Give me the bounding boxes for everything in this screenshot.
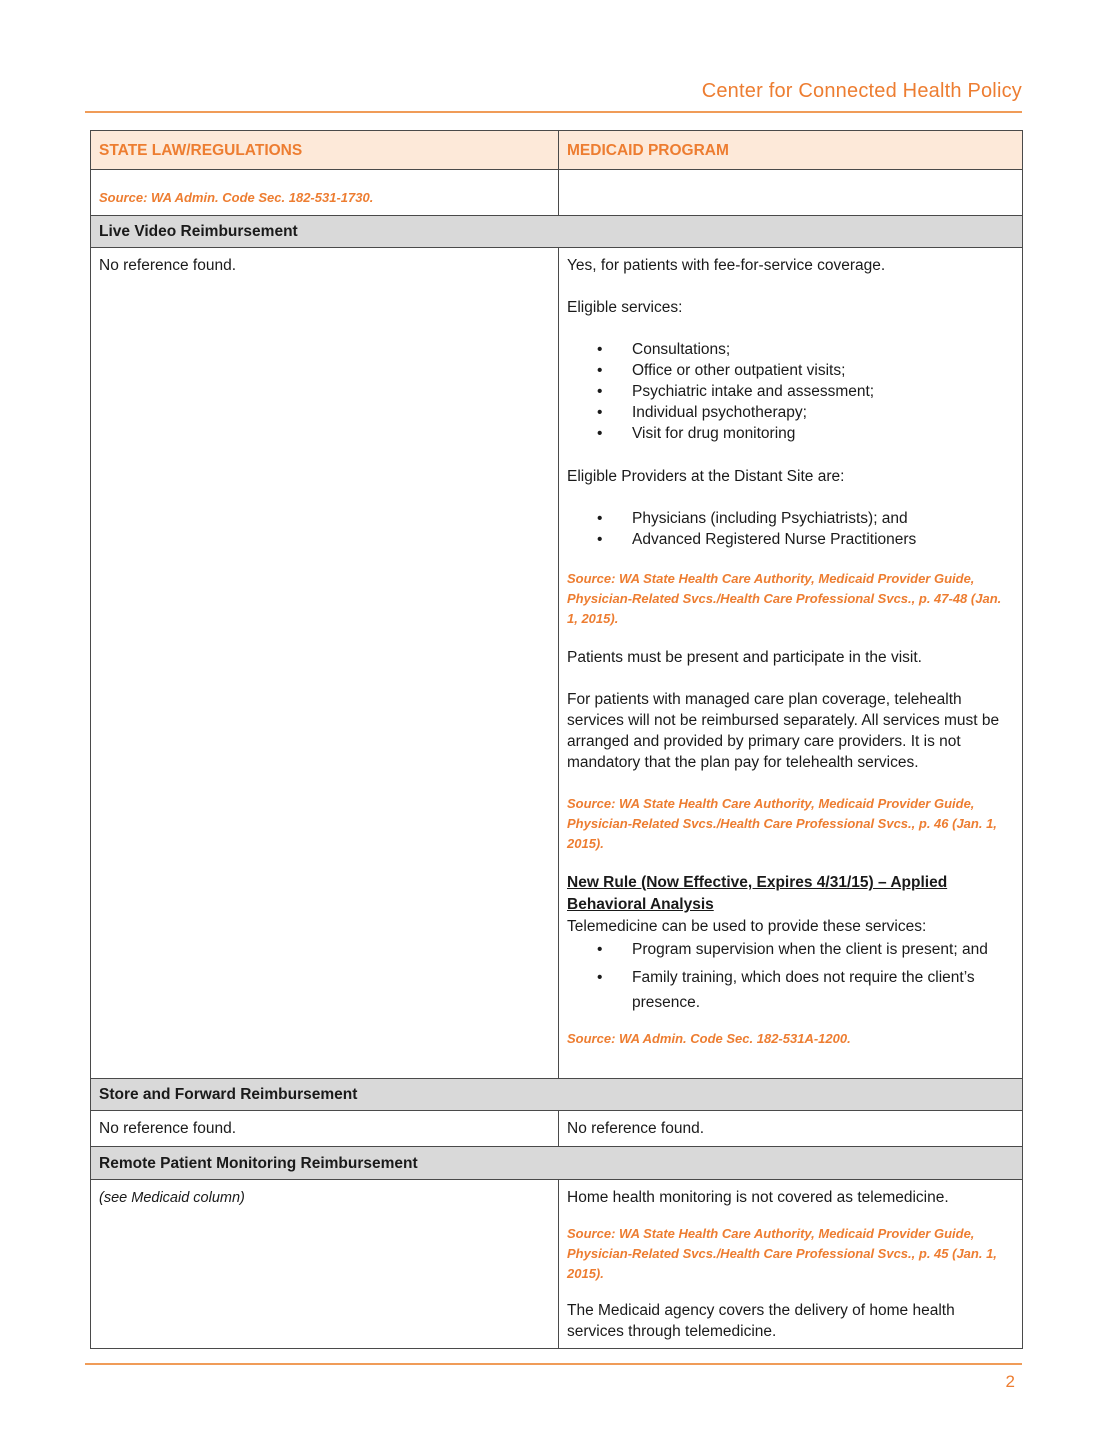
remote-monitoring-state-cell <box>91 1180 558 1348</box>
section-band-remote-monitoring <box>91 1146 1022 1179</box>
source-citation: Source: WA State Health Care Authority, Medicaid Provider Guide, Physician-Related Svcs./Health Care Professional Svcs., p. 47-48 (Jan. 1, 2015). <box>567 571 1002 626</box>
store-forward-row <box>91 1110 1022 1146</box>
bullet-icon: • <box>597 404 603 421</box>
source-citation: Source: WA Admin. Code Sec. 182-531A-1200. <box>567 1031 851 1046</box>
list-item <box>567 339 1014 360</box>
list-item-text: Consultations; <box>632 341 731 358</box>
list-item <box>567 508 1014 529</box>
state-text: No reference found. <box>99 257 237 274</box>
policy-table <box>90 130 1023 1349</box>
remote-monitoring-medicaid-cell <box>558 1180 1022 1348</box>
live-video-row <box>91 247 1022 1078</box>
bullet-icon: • <box>597 941 603 958</box>
section-band-label: Store and Forward Reimbursement <box>99 1086 358 1103</box>
section-band-label: Remote Patient Monitoring Reimbursement <box>99 1154 418 1172</box>
eligible-services-list <box>567 339 1014 444</box>
medicaid-paragraph: Yes, for patients with fee-for-service coverage. <box>567 257 886 274</box>
list-item-text: Family training, which does not require the client’s presence. <box>632 969 975 1011</box>
intro-source-row <box>91 169 1022 215</box>
bullet-icon: • <box>597 341 603 358</box>
bullet-icon: • <box>597 531 603 548</box>
bullet-icon: • <box>597 510 603 527</box>
list-item-text: Office or other outpatient visits; <box>632 362 846 379</box>
table-header-row <box>91 131 1022 169</box>
source-citation: Source: WA State Health Care Authority, Medicaid Provider Guide, Physician-Related Svcs./Health Care Professional Svcs., p. 45 (Jan. 1, 2015). <box>567 1226 997 1281</box>
bullet-icon: • <box>597 425 603 442</box>
state-text: (see Medicaid column) <box>99 1190 245 1206</box>
source-citation: Source: WA State Health Care Authority, Medicaid Provider Guide, Physician-Related Svcs./Health Care Professional Svcs., p. 46 (Jan. 1, 2015). <box>567 796 997 851</box>
list-item <box>567 937 1014 962</box>
bullet-icon: • <box>597 383 603 400</box>
list-item <box>567 360 1014 381</box>
new-rule-heading: New Rule (Now Effective, Expires 4/31/15) – Applied Behavioral Analysis <box>567 874 948 913</box>
medicaid-paragraph: Home health monitoring is not covered as telemedicine. <box>567 1189 949 1206</box>
section-band-live-video <box>91 215 1022 247</box>
intro-state-cell <box>91 170 558 215</box>
header-divider-line <box>85 111 1022 113</box>
page-number: 2 <box>1005 1372 1015 1391</box>
source-citation: Source: WA Admin. Code Sec. 182-531-1730. <box>99 190 374 205</box>
document-header-title: Center for Connected Health Policy <box>701 80 1022 102</box>
list-item-text: Individual psychotherapy; <box>632 404 807 421</box>
section-band-label: Live Video Reimbursement <box>99 223 298 240</box>
footer-divider-line <box>85 1363 1022 1365</box>
store-forward-medicaid-cell: No reference found. <box>558 1111 1022 1146</box>
column-header-state-law: STATE LAW/REGULATIONS <box>99 141 303 159</box>
bullet-icon: • <box>597 969 603 986</box>
intro-medicaid-cell <box>558 170 1022 215</box>
list-item <box>567 402 1014 423</box>
remote-monitoring-row <box>91 1179 1022 1348</box>
eligible-providers-list <box>567 508 1014 550</box>
list-item <box>567 381 1014 402</box>
column-header-medicaid: MEDICAID PROGRAM <box>558 131 1022 169</box>
section-band-store-forward <box>91 1078 1022 1110</box>
live-video-medicaid-cell <box>558 248 1022 1078</box>
list-item-text: Psychiatric intake and assessment; <box>632 383 875 400</box>
bullet-icon: • <box>597 362 603 379</box>
list-item-text: Advanced Registered Nurse Practitioners <box>632 531 917 548</box>
medicaid-paragraph: The Medicaid agency covers the delivery of home health services through telemedicine. <box>567 1302 955 1340</box>
list-item <box>567 423 1014 444</box>
medicaid-paragraph: For patients with managed care plan coverage, telehealth services will not be reimbursed separately. All services must be arranged and provided by primary care providers. It is not mandatory that the plan pay for telehealth services. <box>567 691 1000 771</box>
store-forward-state-cell: No reference found. <box>99 1120 237 1137</box>
aba-services-list <box>567 937 1014 1015</box>
medicaid-paragraph: Patients must be present and participate in the visit. <box>567 649 922 666</box>
medicaid-paragraph: Eligible Providers at the Distant Site are: <box>567 468 845 485</box>
medicaid-paragraph: Telemedicine can be used to provide these services: <box>567 918 927 935</box>
list-item-text: Visit for drug monitoring <box>632 425 796 442</box>
medicaid-paragraph: Eligible services: <box>567 299 683 316</box>
list-item <box>567 529 1014 550</box>
list-item-text: Program supervision when the client is present; and <box>632 941 988 958</box>
live-video-state-cell <box>91 248 558 1078</box>
list-item-text: Physicians (including Psychiatrists); and <box>632 510 908 527</box>
list-item <box>567 965 1014 1015</box>
